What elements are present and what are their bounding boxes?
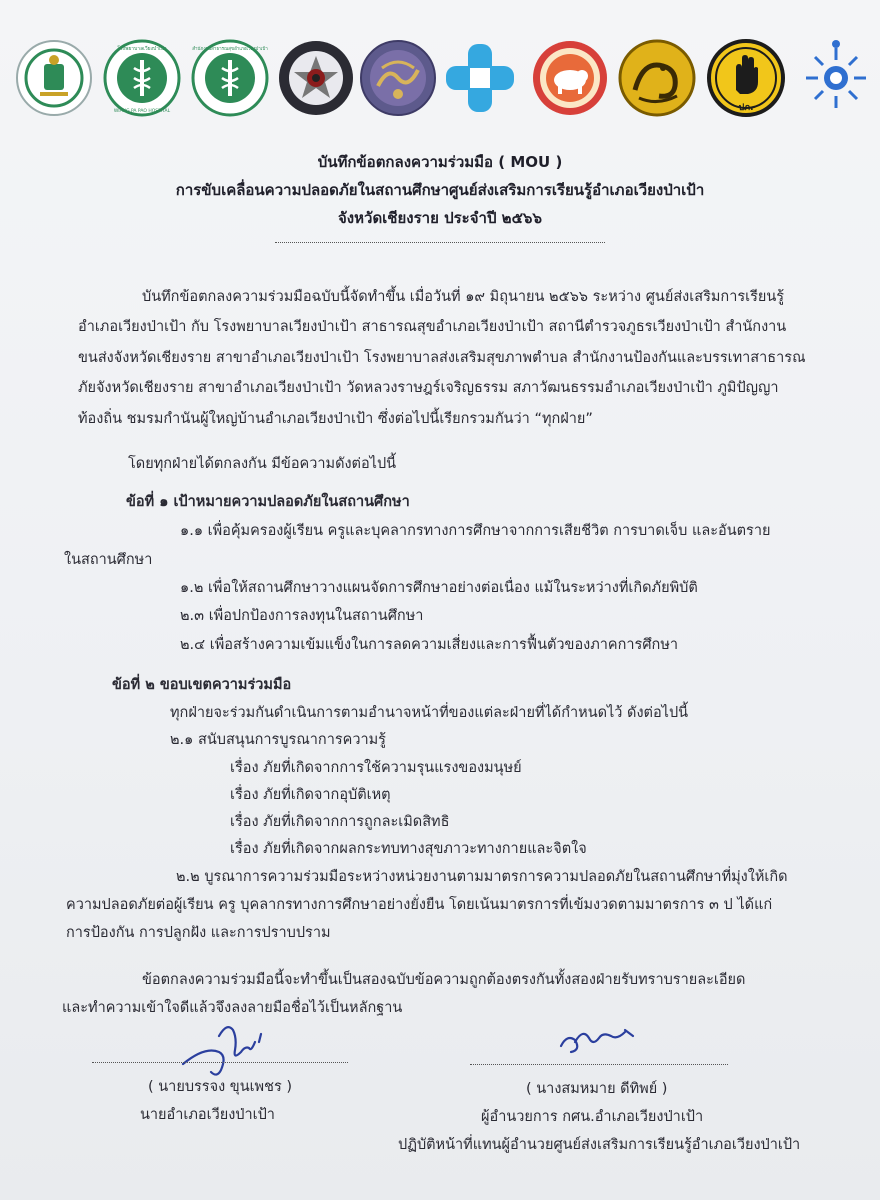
clause-2-sub-2: ความปลอดภัยต่อผู้เรียน ครู บุคลากรทางการศึกษาอย่างยั่งยืน โดยเน้นมาตรการที่เข้มงวดตามมาตรการ ๓ ป ได้แก่ (66, 897, 773, 913)
police-station-logo (276, 38, 356, 118)
clause-2-topic: เรื่อง ภัยที่เกิดจากอุบัติเหตุ (230, 787, 391, 803)
document-title: บันทึกข้อตกลงความร่วมมือ ( MOU ) (317, 153, 563, 171)
clause-2-heading: ข้อที่ ๒ ขอบเขตความร่วมมือ (112, 677, 292, 693)
clause-2-topic: เรื่อง ภัยที่เกิดจากการใช้ความรุนแรงของมนุษย์ (230, 760, 522, 776)
disaster-prevention-logo (530, 38, 610, 118)
left-signatory-position: นายอำเภอเวียงป่าเป้า (140, 1107, 275, 1123)
svg-text:โรงพยาบาลเวียงป่าเป้า: โรงพยาบาลเวียงป่าเป้า (117, 46, 167, 52)
closing-line: และทำความเข้าใจดีแล้วจึงลงลายมือชื่อไว้เป็นหลักฐาน (62, 1000, 403, 1016)
document-province-year: จังหวัดเชียงราย ประจำปี ๒๕๖๖ (338, 209, 542, 227)
public-health-office-logo (190, 38, 270, 118)
agreement-line: โดยทุกฝ่ายได้ตกลงกัน มีข้อความดังต่อไปนี้ (128, 456, 397, 472)
clause-1-heading: ข้อที่ ๑ เป้าหมายความปลอดภัยในสถานศึกษา (126, 494, 410, 510)
volunteer-defense-logo (706, 38, 786, 118)
svg-text:WIANG PA PAO HOSPITAL: WIANG PA PAO HOSPITAL (113, 109, 171, 114)
intro-line: ท้องถิ่น ชมรมกำนันผู้ใหญ่บ้านอำเภอเวียงป่าเป้า ซึ่งต่อไปนี้เรียกรวมกันว่า “ทุกฝ่าย” (78, 411, 593, 427)
clause-2-sub-2: ๒.๒ บูรณาการความร่วมมือระหว่างหน่วยงานตามมาตรการความปลอดภัยในสถานศึกษาที่มุ่งให้เกิด (176, 869, 788, 885)
left-signature-line (92, 1062, 348, 1063)
left-signatory-name: ( นายบรรจง ขุนเพชร ) (148, 1079, 293, 1095)
pbh-logo-text: ปภ. (738, 103, 754, 113)
right-signatory-name: ( นางสมหมาย ดีทิพย์ ) (526, 1081, 668, 1097)
clause-1-item: ๒.๓ เพื่อปกป้องการลงทุนในสถานศึกษา (180, 608, 424, 624)
closing-line: ข้อตกลงความร่วมมือนี้จะทำขึ้นเป็นสองฉบับข้อความถูกต้องตรงกันทั้งสองฝ่ายรับทราบรายละเอียด (142, 972, 746, 988)
clause-2-sub-2: การป้องกัน การปลูกฝัง และการปราบปราม (66, 925, 331, 941)
emblem-logo-1 (14, 38, 94, 118)
clause-2-intro: ทุกฝ่ายจะร่วมกันดำเนินการตามอำนาจหน้าที่ของแต่ละฝ่ายที่ได้กำหนดไว้ ดังต่อไปนี้ (170, 705, 689, 721)
right-signature (555, 1010, 645, 1070)
chiang-rai-culture-logo (617, 38, 697, 118)
clause-1-item: ๑.๒ เพื่อให้สถานศึกษาวางแผนจัดการศึกษาอย่างต่อเนื่อง แม้ในระหว่างที่เกิดภัยพิบัติ (180, 580, 698, 596)
pao-logo (358, 38, 438, 118)
clause-1-item: ๑.๑ เพื่อคุ้มครองผู้เรียน ครูและบุคลากรทางการศึกษาจากการเสียชีวิต การบาดเจ็บ และอันตราย (180, 523, 771, 539)
right-signatory-position: ผู้อำนวยการ กศน.อำเภอเวียงป่าเป้า (481, 1109, 704, 1125)
intro-line: ขนส่งจังหวัดเชียงราย สาขาอำเภอเวียงป่าเป้า โรงพยาบาลส่งเสริมสุขภาพตำบล สำนักงานป้องกันและบรรเทาสาธารณ (78, 350, 806, 366)
clause-2-topic: เรื่อง ภัยที่เกิดจากผลกระทบทางสุขภาวะทางกายและจิตใจ (230, 841, 587, 857)
title-divider (275, 242, 605, 243)
intro-line: ภัยจังหวัดเชียงราย สาขาอำเภอเวียงป่าเป้า วัดหลวงราษฎร์เจริญธรรม สภาวัฒนธรรมอำเภอเวียงป่าเป้า ภูมิปัญญา (78, 380, 779, 396)
education-office-logo (796, 38, 876, 118)
right-signature-line (470, 1064, 728, 1065)
clause-1-item: ๒.๔ เพื่อสร้างความเข้มแข็งในการลดความเสี่ยงและการฟื้นตัวของภาคการศึกษา (180, 637, 679, 653)
clause-2-sub-1: ๒.๑ สนับสนุนการบูรณาการความรู้ (170, 732, 386, 748)
right-signatory-acting: ปฏิบัติหน้าที่แทนผู้อำนวยศูนย์ส่งเสริมการเรียนรู้อำเภอเวียงป่าเป้า (398, 1137, 801, 1153)
document-subtitle: การขับเคลื่อนความปลอดภัยในสถานศึกษาศูนย์ส่งเสริมการเรียนรู้อำเภอเวียงป่าเป้า (175, 181, 705, 199)
intro-line: อำเภอเวียงป่าเป้า กับ โรงพยาบาลเวียงป่าเป้า สาธารณสุขอำเภอเวียงป่าเป้า สถานีตำรวจภูธรเวียงป่าเป้า สำนักงาน (78, 319, 787, 335)
clause-1-item-continued: ในสถานศึกษา (64, 552, 153, 568)
svg-text:สำนักงานสาธารณสุขอำเภอเวียงป่า: สำนักงานสาธารณสุขอำเภอเวียงป่าเป้า (192, 47, 268, 52)
clause-2-topic: เรื่อง ภัยที่เกิดจากการถูกละเมิดสิทธิ (230, 814, 450, 830)
wiang-pa-pao-hospital-logo (102, 38, 182, 118)
logo-row (0, 38, 880, 128)
left-signature (175, 1012, 275, 1082)
health-promotion-logo (440, 38, 520, 118)
intro-line: บันทึกข้อตกลงความร่วมมือฉบับนี้จัดทำขึ้น เมื่อวันที่ ๑๙ มิถุนายน ๒๕๖๖ ระหว่าง ศูนย์ส่งเสริมการเรียนรู้ (142, 289, 785, 305)
